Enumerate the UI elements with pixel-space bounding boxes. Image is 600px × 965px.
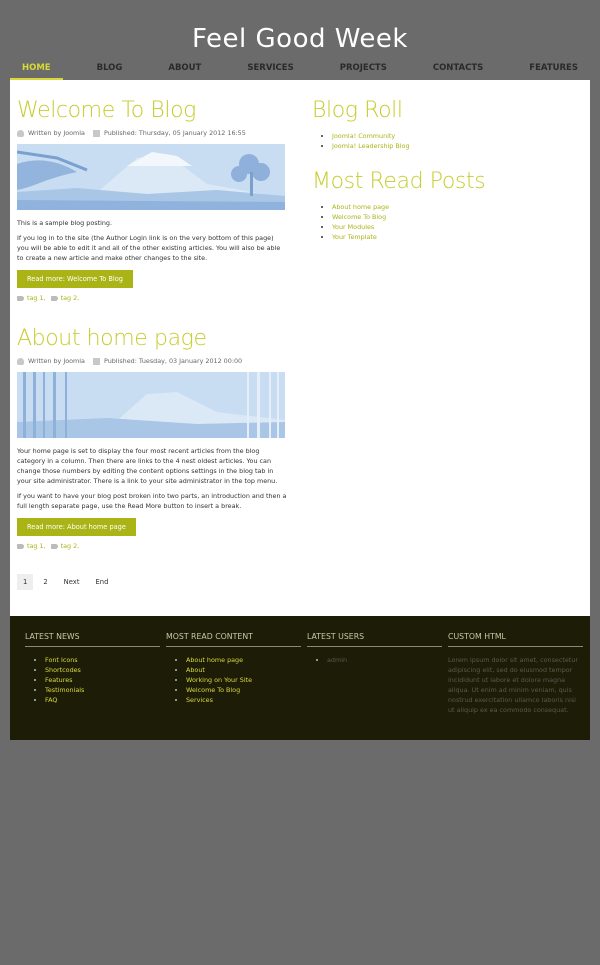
content-area: [10, 80, 590, 616]
list-item[interactable]: • Joomla! Leadership Blog: [332, 141, 572, 151]
nav-item-projects[interactable]: PROJECTS: [339, 63, 387, 73]
footer-latest-users: [307, 632, 442, 665]
list-item[interactable]: • admin: [327, 655, 442, 665]
list-item[interactable]: • Working on Your Site: [186, 675, 301, 685]
nav-item-blog[interactable]: BLOG: [96, 63, 123, 73]
next-page-link[interactable]: Next: [63, 578, 80, 586]
list-item[interactable]: • Shortcodes: [45, 665, 160, 675]
footer-most-read: [166, 632, 301, 705]
blogroll-title: Blog Roll: [312, 98, 403, 123]
post-meta: [17, 129, 287, 137]
footer-latest-news: [25, 632, 160, 705]
list-item[interactable]: • About home page: [186, 655, 301, 665]
list-item[interactable]: • About home page: [332, 202, 572, 212]
list-item[interactable]: • Your Template: [332, 232, 572, 242]
list-item[interactable]: • Welcome To Blog: [332, 212, 572, 222]
post-image-bamboo: [17, 372, 285, 438]
post-meta: [17, 357, 287, 365]
page-2-link[interactable]: 2: [43, 578, 48, 586]
footer-heading: LATEST NEWS: [25, 632, 160, 647]
list-item[interactable]: • About: [186, 665, 301, 675]
nav-item-services[interactable]: SERVICES: [247, 63, 294, 73]
tag-icon: [17, 296, 24, 301]
tag-link[interactable]: tag 2,: [60, 294, 80, 302]
sidebar: [312, 98, 572, 260]
end-page-link[interactable]: End: [95, 578, 109, 586]
post-published: Published: Tuesday, 03 January 2012 00:00: [103, 357, 243, 365]
footer-heading: MOST READ CONTENT: [166, 632, 301, 647]
footer-custom-text: Lorem ipsum dolor sit amet, consectetur adipiscing elit, sed do eiusmod tempor incididunt ut labore et dolore magna aliqua. Ut enim ad minim veniam, quis nostrud exercitation ullamco laboris nisi ut aliquip ex ea commodo consequat.: [448, 656, 578, 714]
main-column: [17, 98, 287, 590]
tag-icon: [51, 544, 58, 549]
site-title[interactable]: Feel Good Week: [192, 24, 408, 54]
blog-post: [17, 326, 287, 550]
nav-item-about[interactable]: ABOUT: [168, 63, 202, 73]
post-tags: [17, 294, 287, 302]
post-paragraph: If you want to have your blog post broken into two parts, an introduction and then a full length separate page, use the Read More button to insert a break.: [17, 492, 287, 510]
post-paragraph: If you log in to the site (the Author Login link is on the very bottom of this page) you will be able to edit it and all of the other existing articles. You will also be able to create a new article and make other changes to the site.: [17, 234, 281, 262]
list-item[interactable]: • Font Icons: [45, 655, 160, 665]
post-tags: [17, 542, 287, 550]
main-nav: [10, 60, 590, 80]
user-icon: [17, 358, 24, 365]
tag-icon: [51, 296, 58, 301]
footer-custom-html: [448, 632, 583, 715]
list-item[interactable]: • FAQ: [45, 695, 160, 705]
tag-link[interactable]: tag 1,: [27, 542, 46, 550]
footer-heading: LATEST USERS: [307, 632, 442, 647]
user-icon: [17, 130, 24, 137]
nav-item-contacts[interactable]: CONTACTS: [432, 63, 484, 73]
list-item[interactable]: • Welcome To Blog: [186, 685, 301, 695]
list-item[interactable]: • Testimonials: [45, 685, 160, 695]
most-read-title: Most Read Posts: [312, 169, 486, 194]
nav-item-home[interactable]: HOME: [10, 60, 63, 80]
blog-post: [17, 98, 287, 302]
read-more-button[interactable]: Read more: Welcome To Blog: [17, 270, 133, 288]
read-more-button[interactable]: Read more: About home page: [17, 518, 136, 536]
list-item[interactable]: • Your Modules: [332, 222, 572, 232]
tag-link[interactable]: tag 2,: [60, 542, 80, 550]
list-item[interactable]: • Services: [186, 695, 301, 705]
tag-icon: [17, 544, 24, 549]
post-paragraph: Your home page is set to display the four most recent articles from the blog category in a column. Then there are links to the 4 nest oldest articles. You can change those numbers by editing the content options settings in the blog tab in your site administrator. There is a link to your site administrator in the top menu.: [17, 447, 278, 485]
post-paragraph: This is a sample blog posting.: [17, 219, 112, 227]
footer: [10, 616, 590, 740]
calendar-icon: [93, 130, 100, 137]
post-author: Written by Joomla: [28, 357, 85, 365]
post-author: Written by Joomla: [28, 129, 85, 137]
blogroll-list: [312, 131, 572, 151]
calendar-icon: [93, 358, 100, 365]
tag-link[interactable]: tag 1,: [27, 294, 46, 302]
post-title[interactable]: About home page: [17, 326, 207, 351]
most-read-list: [312, 202, 572, 242]
post-title[interactable]: Welcome To Blog: [17, 98, 196, 123]
list-item[interactable]: • Features: [45, 675, 160, 685]
page-1-link[interactable]: 1: [17, 574, 33, 590]
pagination: [17, 574, 287, 590]
nav-item-features[interactable]: FEATURES: [529, 63, 578, 73]
list-item[interactable]: • Joomla! Community: [332, 131, 572, 141]
footer-heading: CUSTOM HTML: [448, 632, 583, 647]
post-published: Published: Thursday, 05 January 2012 16:55: [103, 129, 246, 137]
post-image-landscape: [17, 144, 285, 210]
